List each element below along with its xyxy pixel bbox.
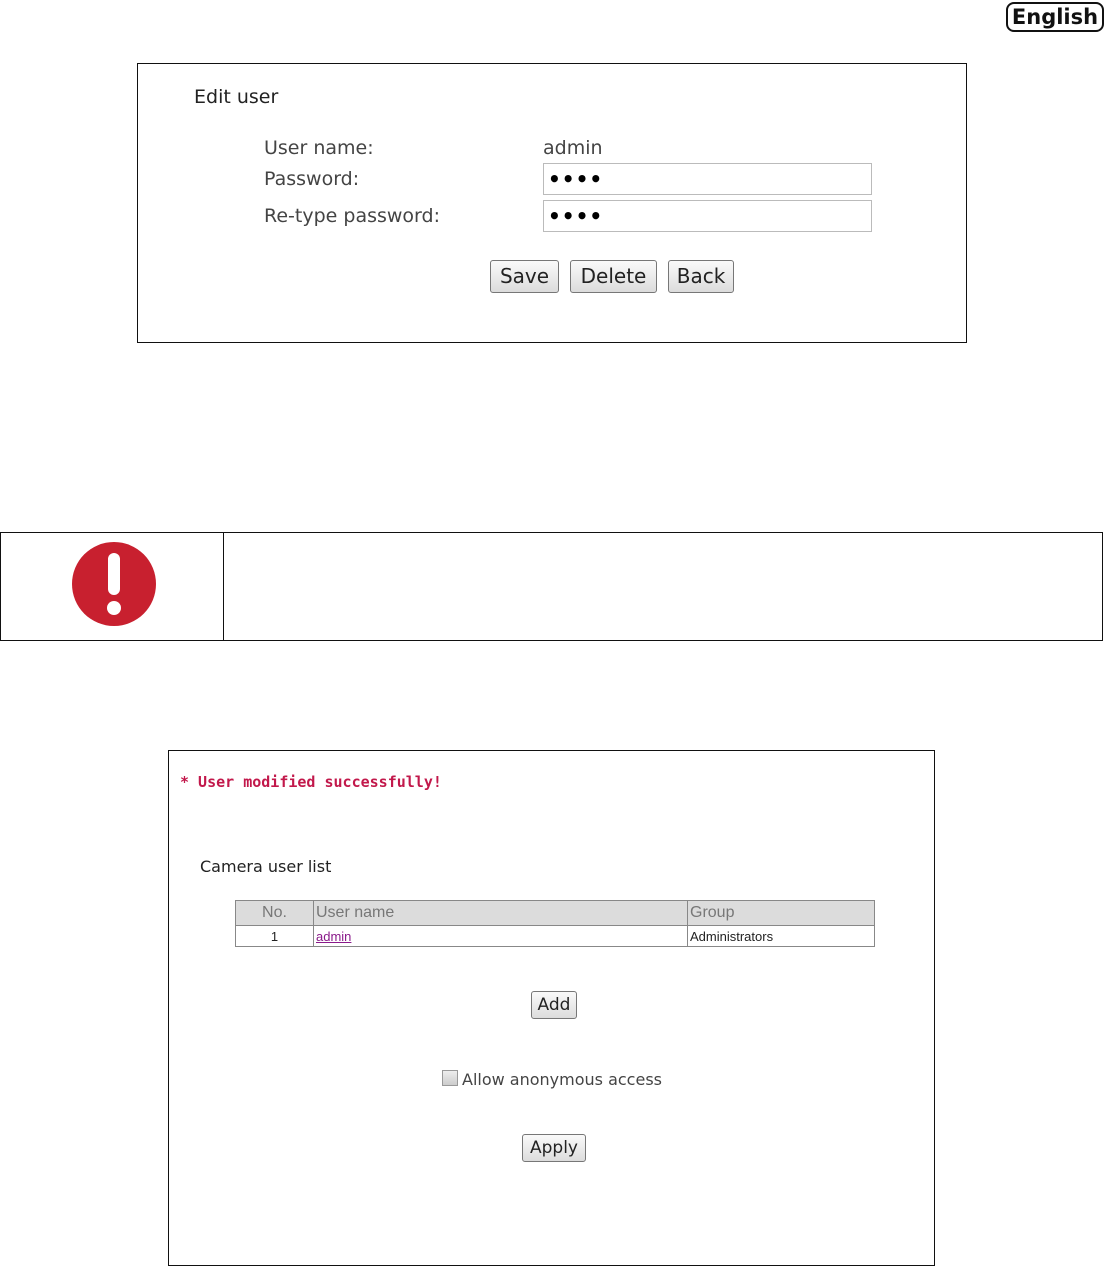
back-button[interactable]: Back — [668, 260, 734, 293]
username-value: admin — [543, 137, 603, 159]
warning-box — [0, 532, 1103, 641]
column-header-group: Group — [688, 901, 875, 926]
anonymous-access-label: Allow anonymous access — [462, 1070, 662, 1089]
anonymous-access-checkbox[interactable] — [442, 1070, 458, 1086]
anonymous-access-row — [442, 1070, 662, 1089]
cell-username — [314, 926, 688, 947]
column-header-no: No. — [236, 901, 314, 926]
user-list-panel — [168, 750, 935, 1266]
password-input[interactable]: •••• — [543, 163, 872, 195]
add-button[interactable]: Add — [531, 991, 577, 1019]
edit-user-panel — [137, 63, 967, 343]
warning-divider — [223, 533, 224, 640]
password-label: Password: — [264, 168, 360, 190]
username-label: User name: — [264, 137, 374, 159]
cell-no: 1 — [236, 926, 314, 947]
username-link[interactable]: admin — [316, 928, 352, 944]
exclamation-circle-icon — [71, 541, 157, 627]
table-header-row — [236, 901, 875, 926]
apply-button[interactable]: Apply — [522, 1134, 586, 1162]
save-button[interactable]: Save — [490, 260, 559, 293]
column-header-username: User name — [314, 901, 688, 926]
delete-button[interactable]: Delete — [570, 260, 657, 293]
table-row — [236, 926, 875, 947]
user-table — [235, 900, 875, 947]
language-badge: English — [1006, 2, 1104, 32]
edit-user-title: Edit user — [194, 86, 279, 108]
retype-password-label: Re-type password: — [264, 205, 440, 227]
cell-group: Administrators — [688, 926, 875, 947]
user-list-title: Camera user list — [200, 857, 332, 876]
retype-password-input[interactable]: •••• — [543, 200, 872, 232]
success-message: * User modified successfully! — [180, 773, 442, 791]
